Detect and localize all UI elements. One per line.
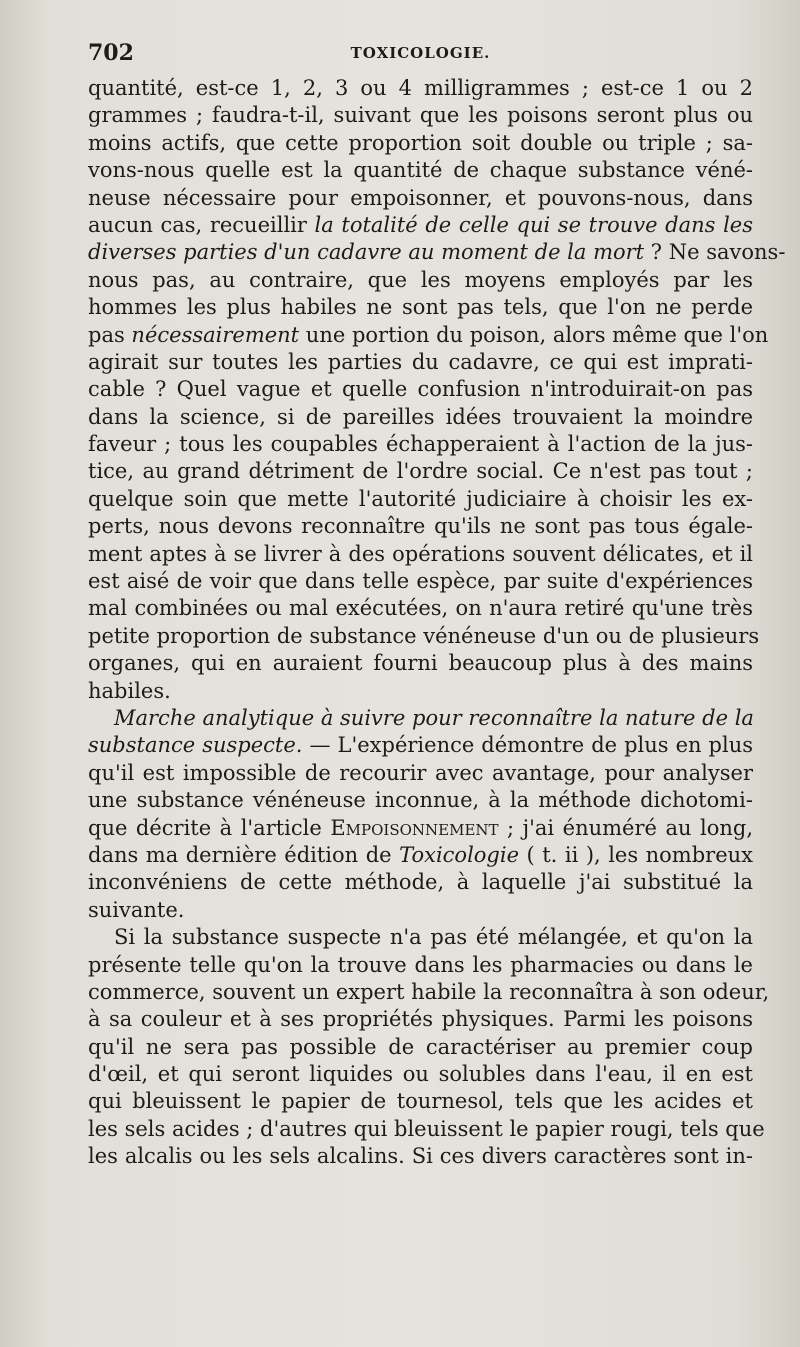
text-line <box>88 239 786 266</box>
section-heading-line <box>88 705 753 732</box>
italic-segment: nécessairement <box>131 322 300 347</box>
section-heading: substance suspecte. <box>88 733 303 758</box>
text-segment: ? Ne savons- <box>644 240 786 265</box>
text-line: perts, nous devons reconnaître qu'ils ne sont pas tous égale- <box>88 514 753 539</box>
text-line: commerce, souvent un expert habile la reconnaîtra à son odeur, <box>88 979 770 1004</box>
text-line: les sels acides ; d'autres qui bleuissent le papier rougi, tels que <box>88 1116 765 1141</box>
text-line: quelque soin que mette l'autorité judiciaire à choisir les ex- <box>88 486 753 511</box>
text-line: mal combinées ou mal exécutées, on n'aura retiré qu'une très <box>88 596 753 621</box>
text-segment: ( t. ii ), les nombreux <box>519 842 753 867</box>
text-line: dans la science, si de pareilles idées trouvaient la moindre <box>88 404 753 429</box>
text-line: suivante. <box>88 897 185 922</box>
text-line: vons-nous quelle est la quantité de chaque substance véné- <box>88 158 753 183</box>
smallcaps-segment: Empoisonnement <box>330 815 499 840</box>
text-segment: que décrite à l'article <box>88 815 331 840</box>
running-title: TOXICOLOGIE. <box>350 44 491 62</box>
text-line: qu'il est impossible de recourir avec avantage, pour analyser <box>88 760 753 785</box>
text-line: quantité, est-ce 1, 2, 3 ou 4 milligrammes ; est-ce 1 ou 2 <box>88 76 753 100</box>
text-line: inconvéniens de cette méthode, à laquelle j'ai substitué la <box>88 870 753 895</box>
text-segment: pas <box>88 322 132 347</box>
text-line <box>88 815 753 842</box>
text-segment: aucun cas, recueillir <box>88 212 315 237</box>
text-line <box>88 212 753 239</box>
text-line: hommes les plus habiles ne sont pas tels, que l'on ne perde <box>88 295 753 320</box>
italic-segment: diverses parties d'un cadavre au moment de la mort <box>88 240 645 265</box>
text-segment: une portion du poison, alors même que l'on <box>299 322 769 347</box>
italic-segment: Toxicologie <box>399 842 520 867</box>
text-line: présente telle qu'on la trouve dans les pharmacies ou dans le <box>88 952 753 977</box>
text-line: est aisé de voir que dans telle espèce, par suite d'expériences <box>88 569 753 594</box>
text-line <box>88 842 753 869</box>
text-line <box>88 322 769 349</box>
text-segment: — L'expérience démontre de plus en plus <box>302 733 754 758</box>
text-line: ment aptes à se livrer à des opérations souvent délicates, et il <box>88 541 753 566</box>
text-line: moins actifs, que cette proportion soit double ou triple ; sa- <box>88 130 753 155</box>
text-line: agirait sur toutes les parties du cadavre, ce qui est imprati- <box>88 349 753 374</box>
page-header <box>88 40 753 72</box>
text-line: habiles. <box>88 678 171 703</box>
section-heading: Marche analytique à suivre pour reconnaître la nature de la <box>114 705 754 730</box>
text-line: neuse nécessaire pour empoisonner, et pouvons-nous, dans <box>88 185 753 210</box>
text-line: nous pas, au contraire, que les moyens employés par les <box>88 267 753 292</box>
text-line: cable ? Quel vague et quelle confusion n'introduirait-on pas <box>88 377 753 402</box>
text-line: organes, qui en auraient fourni beaucoup plus à des mains <box>88 651 753 676</box>
text-segment: dans ma dernière édition de <box>88 842 400 867</box>
text-line: à sa couleur et à ses propriétés physiques. Parmi les poisons <box>88 1007 753 1032</box>
text-line: qu'il ne sera pas possible de caractériser au premier coup <box>88 1034 753 1059</box>
text-line <box>88 732 753 759</box>
text-line: une substance vénéneuse inconnue, à la méthode dichotomi- <box>88 788 753 813</box>
text-segment: ; j'ai énuméré au long, <box>498 815 753 840</box>
text-line: tice, au grand détriment de l'ordre social. Ce n'est pas tout ; <box>88 459 753 484</box>
text-line: grammes ; faudra-t-il, suivant que les poisons seront plus ou <box>88 103 753 128</box>
text-line: Si la substance suspecte n'a pas été mélangée, et qu'on la <box>114 925 753 950</box>
text-line: qui bleuissent le papier de tournesol, tels que les acides et <box>88 1089 753 1114</box>
text-line: faveur ; tous les coupables échapperaient à l'action de la jus- <box>88 432 753 457</box>
page-number: 702 <box>88 40 134 66</box>
italic-segment: la totalité de celle qui se trouve dans les <box>314 212 753 237</box>
page-body <box>88 75 786 1171</box>
text-line: petite proportion de substance vénéneuse d'un ou de plusieurs <box>88 623 760 648</box>
text-line: les alcalis ou les sels alcalins. Si ces divers caractères sont in- <box>88 1144 753 1169</box>
text-line: d'œil, et qui seront liquides ou solubles dans l'eau, il en est <box>88 1062 753 1087</box>
